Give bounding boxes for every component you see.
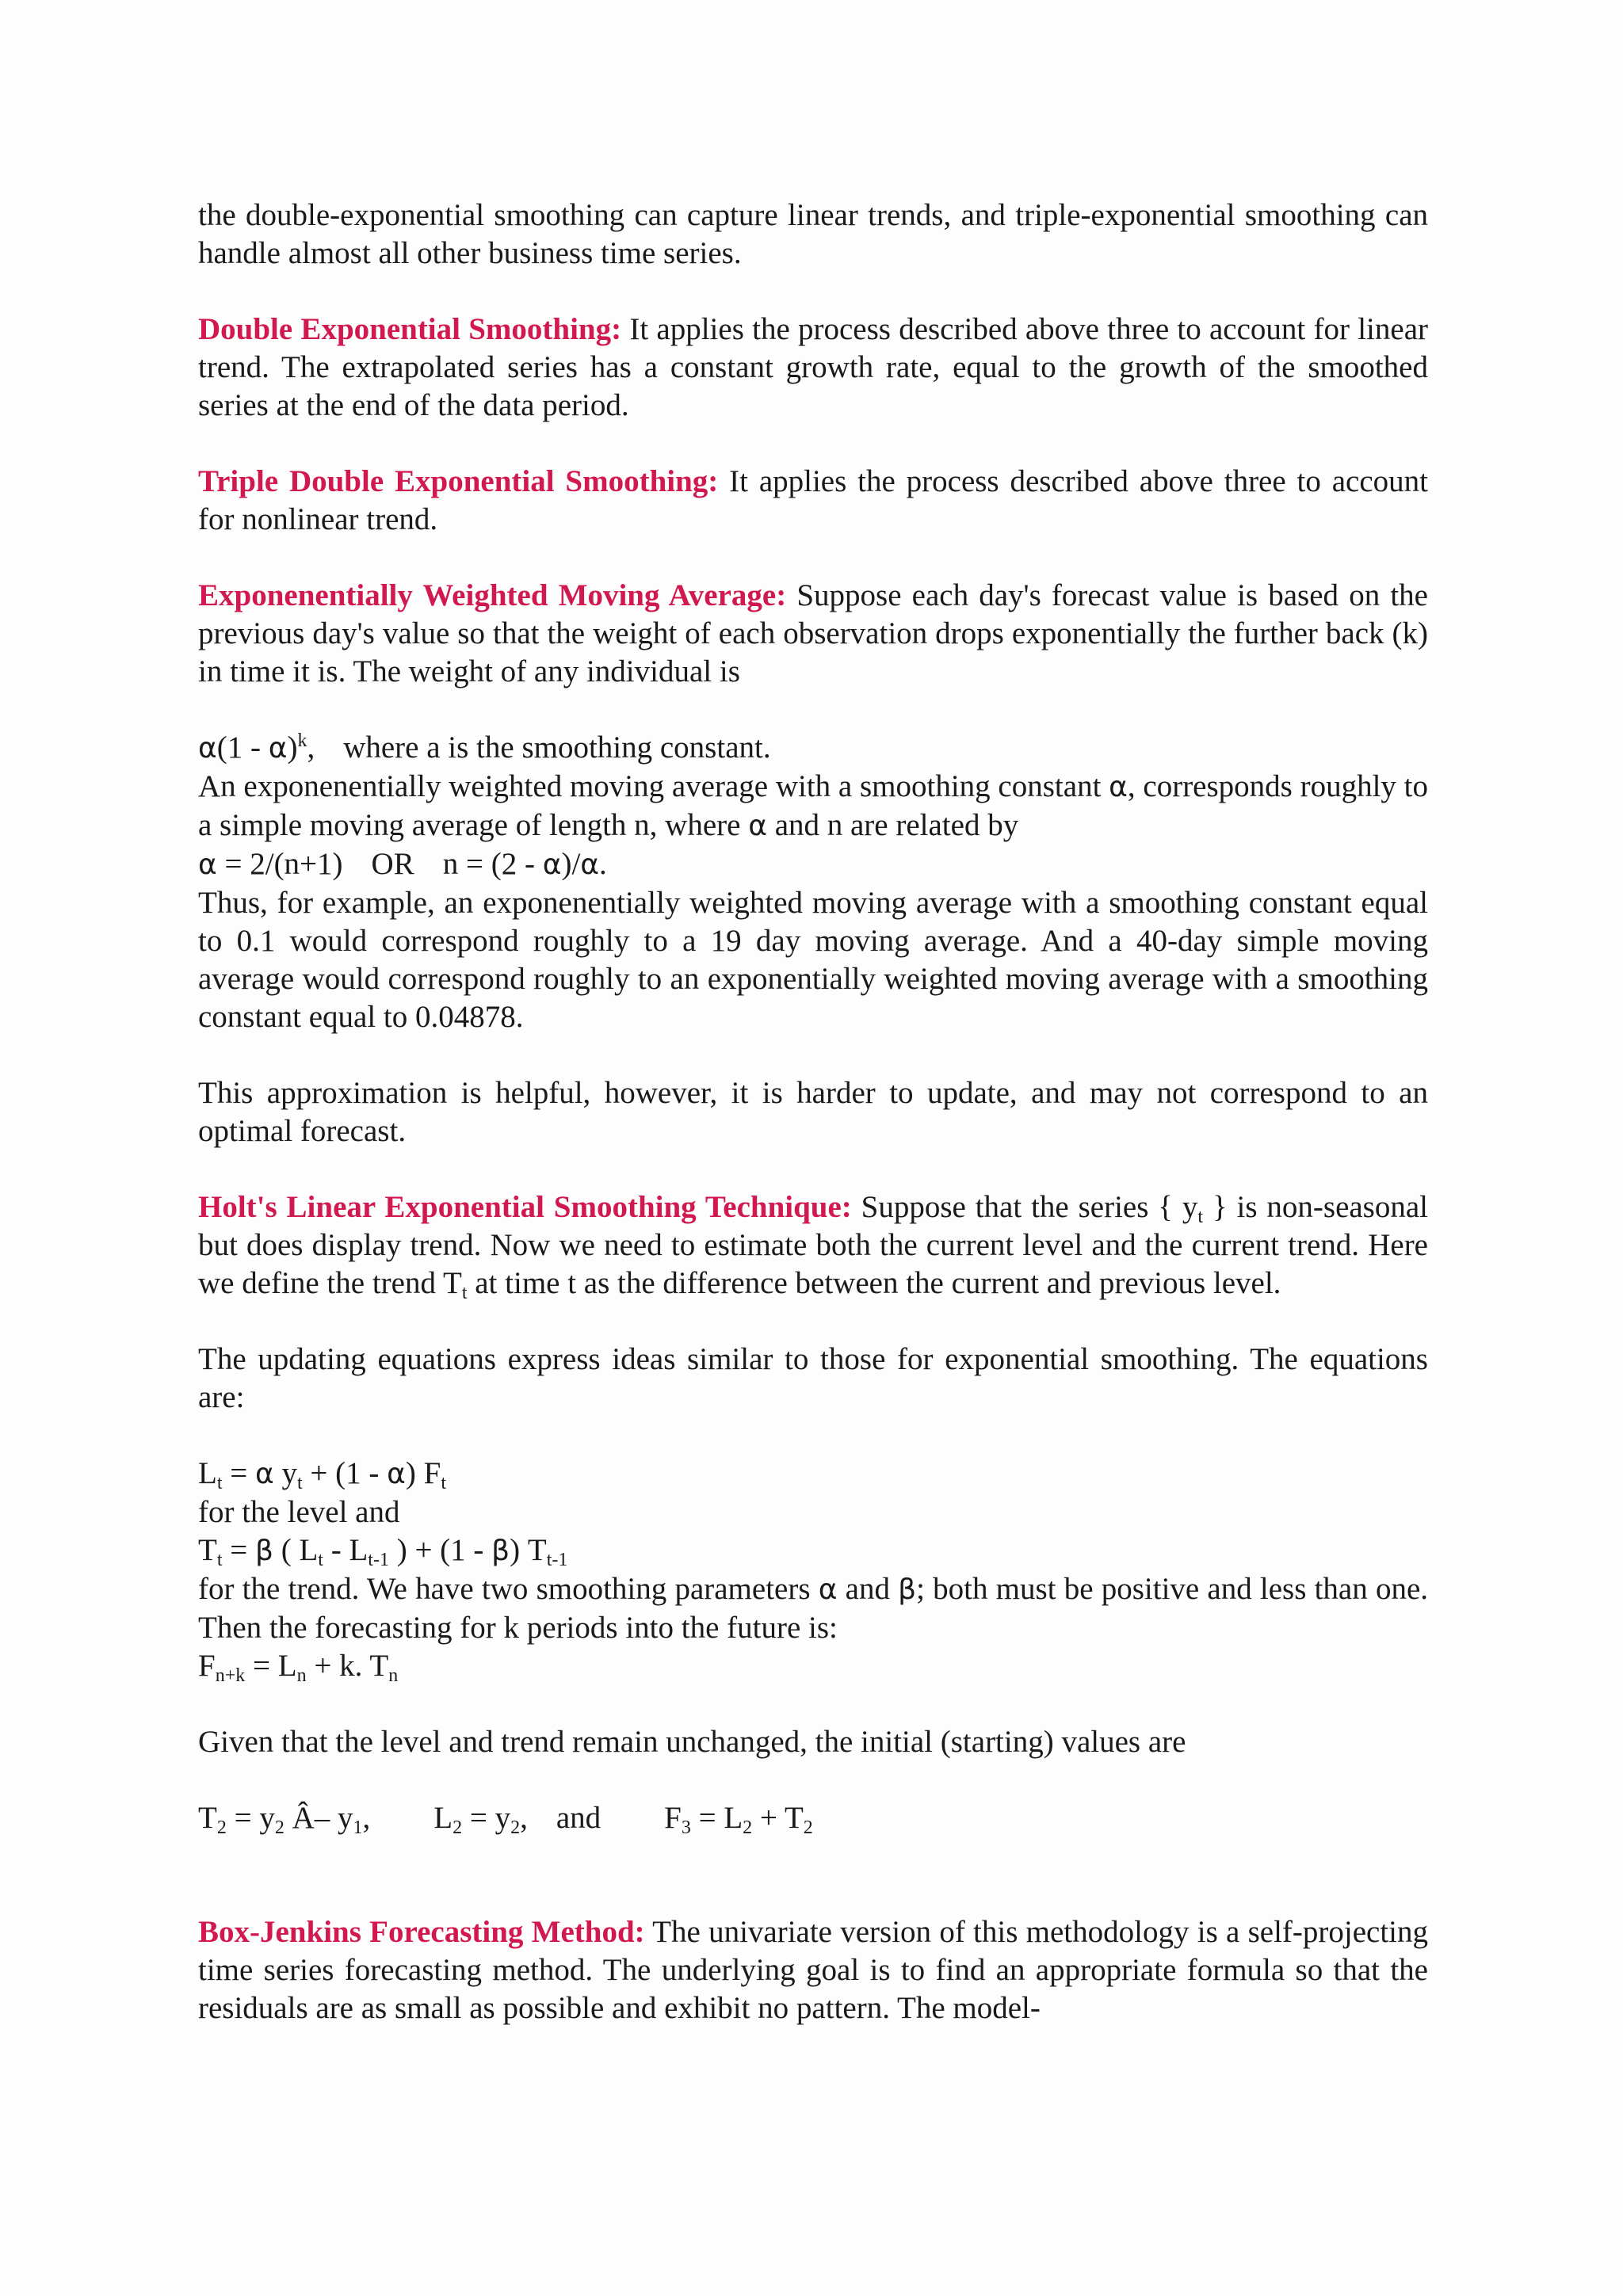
ewma-paragraph xyxy=(198,577,1428,691)
triple-exponential-heading: Triple Double Exponential Smoothing: xyxy=(198,464,719,498)
approximation-paragraph: This approximation is helpful, however, it is harder to update, and may not correspond to an optimal forecast. xyxy=(198,1076,1428,1148)
ewma-text: Suppose each day's forecast value is based on the previous day's value so that the weight of each observation drops exponentially the further back (k) in time it is. The weight of any individual is xyxy=(198,578,1428,688)
level-equation: $L_t = \alpha$ $y_t + (1 - \alpha)$ $F_t$ xyxy=(198,1456,446,1493)
triple-exponential-paragraph xyxy=(198,463,1428,539)
double-exponential-text: It applies the process described above three to account for linear trend. The extrapolated series has a constant growth rate, equal to the growth of the smoothed series at the end of the data period. xyxy=(198,312,1428,422)
box-jenkins-heading: Box-Jenkins Forecasting Method: xyxy=(198,1915,645,1949)
trend-equation: $T_t = \beta$ ( $L_t - L_{t-1}$ ) + (1 - β) $T_{t-1}$ xyxy=(198,1533,568,1570)
ewma-relation: An exponenentially weighted moving average with a smoothing constant α, corresponds roughly to a simple moving average of length n, where α and n are related by xyxy=(198,769,1428,842)
trend-label: for the trend. We have two smoothing parameters α and β; both must be positive and less than one. Then the forecasting for k periods into the future is: xyxy=(198,1572,1428,1645)
double-exponential-heading: Double Exponential Smoothing: xyxy=(198,312,622,346)
weight-formula-note: where a is the smoothing constant. xyxy=(343,730,771,765)
intro-paragraph: the double-exponential smoothing can capture linear trends, and triple-exponential smoothing can handle almost all other business time series. xyxy=(198,198,1428,270)
ewma-example: Thus, for example, an exponenentially weighted moving average with a smoothing constant equal to 0.1 would correspond roughly to a 19 day moving average. And a 40-day simple moving average would correspond roughly to an exponentially weighted moving average with a smoothing constant equal to 0.04878. xyxy=(198,886,1428,1034)
ewma-formulas xyxy=(198,729,1428,1036)
box-jenkins-paragraph xyxy=(198,1913,1428,2027)
forecast-equation: $F_{n+k} = L_n + k$. $T_n$ xyxy=(198,1649,399,1686)
updating-equations-paragraph: The updating equations express ideas similar to those for exponential smoothing. The equations are: xyxy=(198,1342,1428,1414)
double-exponential-paragraph xyxy=(198,311,1428,425)
initial-values-paragraph: Given that the level and trend remain unchanged, the initial (starting) values are xyxy=(198,1725,1186,1759)
box-jenkins-text: The univariate version of this methodology is a self-projecting time series forecasting method. The underlying goal is to find an appropriate formula so that the residuals are as small as possible and exhibit no pattern. The model- xyxy=(198,1915,1428,2025)
holt-equations xyxy=(198,1455,1428,1685)
and-word: and xyxy=(556,1801,601,1835)
alpha-n-relation: α = 2/(n+1) OR n = (2 - α)/α. xyxy=(198,847,607,881)
or-word: OR xyxy=(371,847,414,881)
initial-values-equation: $T_2 = y_2$ Â– $y_1$, $L_2 = y_2$, and $F_3 = L_2 + T_2$ xyxy=(198,1801,813,1838)
ewma-heading: Exponenentially Weighted Moving Average: xyxy=(198,578,787,612)
document-page xyxy=(198,196,1428,2027)
holt-paragraph: Holt's Linear Exponential Smoothing Technique: Suppose that the series { $y_t$ } is non-seasonal but does display trend. Now we need to estimate both the current level and the current trend. Here we define the trend $T_t$ at time t as the difference between the current and previous level. xyxy=(198,1190,1429,1303)
holt-heading: Holt's Linear Exponential Smoothing Technique: xyxy=(198,1190,852,1224)
level-label: for the level and xyxy=(198,1495,400,1529)
weight-formula: α(1 - α)$^k$, where a is the smoothing constant. xyxy=(198,730,771,765)
triple-exponential-text: It applies the process described above three to account for nonlinear trend. xyxy=(198,464,1428,536)
